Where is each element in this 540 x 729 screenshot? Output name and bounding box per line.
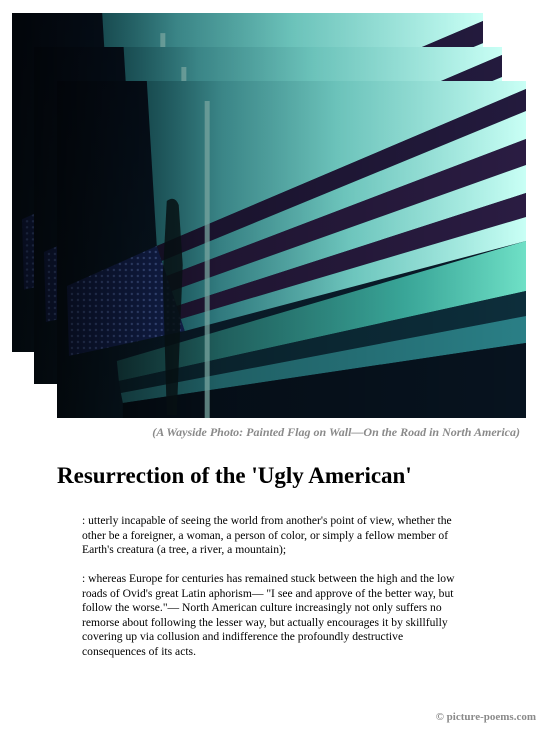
definition-paragraph: : utterly incapable of seeing the world from another's point of view, whether the other be a foreigner, a woman, a person of color, or simply a fellow member of Earth's creatura (a tree, a river, a mountain); xyxy=(82,514,452,556)
definition-paragraph: : whereas Europe for centuries has remained stuck between the high and the low roads of Ovid's great Latin aphorism— "I see and approve of the better way, but follow the worse."— North American culture increasingly not only suffers no remorse about following the lesser way, but actually encourages it by skillfully covering up via collusion and indifference the profoundly destructive consequences of its acts. xyxy=(82,572,455,658)
copyright-notice: © picture-poems.com xyxy=(435,711,536,723)
page-title: Resurrection of the 'Ugly American' xyxy=(57,463,412,488)
photo-caption: (A Wayside Photo: Painted Flag on Wall—On the Road in North America) xyxy=(152,425,520,439)
definition-text xyxy=(82,514,462,674)
photo-front xyxy=(57,81,526,418)
flag-photo-image xyxy=(57,81,526,418)
